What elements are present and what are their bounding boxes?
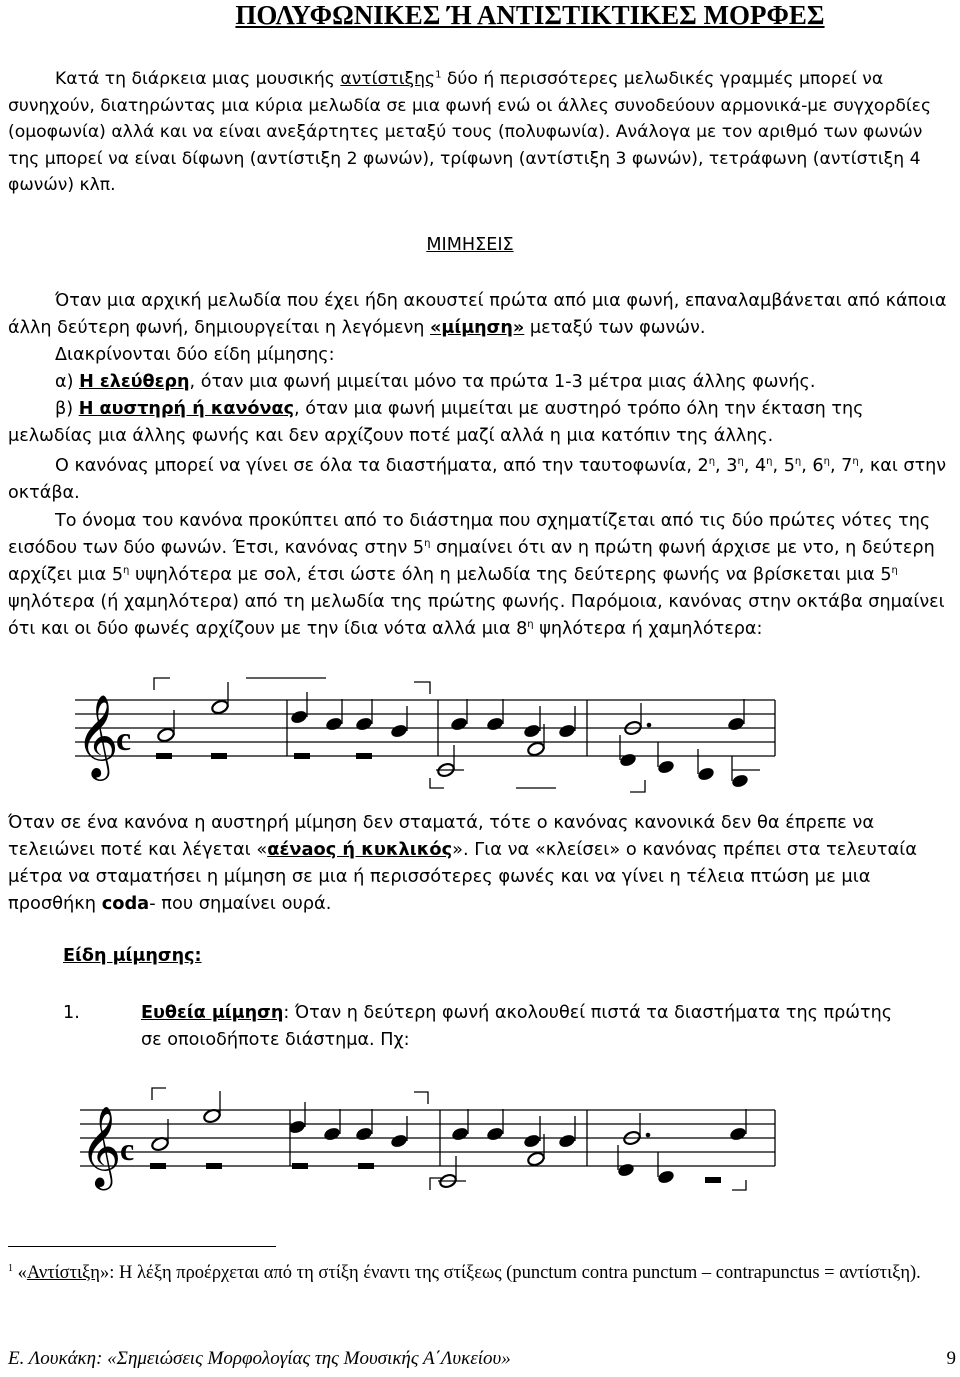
time-signature: c [120, 1131, 135, 1167]
intro-paragraph: Κατά τη διάρκεια μιας μουσικής αντίστιξης$^1$ δύο ή περισσότερες μελωδικές γραμμές μπορεί να συνηχούν, διατηρώντας μια κύρια μελωδία σε μια φωνή ενώ οι άλλες συνοδεύουν αρμονικά-με συγχορδίες (ομοφωνία) αλλά και να είναι ανεξάρτητες μεταξύ τους (πολυφωνία). Ανάλογα με τον αριθμό των φωνών της μπορεί να είναι δίφωνη (αντίστιξη 2 φωνών), τρίφωνη (αντίστιξη 3 φωνών), τετράφωνη (αντίστιξη 4 φωνών) κλπ. [8, 69, 932, 195]
footnote-number: 1 [8, 1262, 13, 1274]
footnote-mark: 1 [435, 69, 442, 81]
time-signature: c [116, 721, 132, 758]
free-imitation-item: α) Η ελεύθερη, όταν μια φωνή μιμείται μόνο τα πρώτα 1-3 μέτρα μιας άλλης φωνής. [55, 372, 816, 392]
direct-imitation-score [60, 1080, 780, 1200]
imitations-heading: ΜΙΜΗΣΕΙΣ [426, 235, 514, 255]
treble-clef-icon: 𝄞 [80, 1105, 122, 1187]
canon-intervals-paragraph: Ο κανόνας μπορεί να γίνει σε όλα τα διαστήματα, από την ταυτοφωνία, $2^\eta$, $3^\eta$, $4^\eta$, $5^\eta$, $6^\eta$, $7^\eta$, και στην οκτάβα. [8, 456, 947, 503]
coda-term: coda [101, 893, 150, 914]
canon-score-example [60, 668, 780, 800]
perpetual-canon-term: αένaος ή κυκλικός [267, 839, 453, 860]
imitation-kinds-intro: Διακρίνονται δύο είδη μίμησης: [55, 345, 335, 365]
page-number: 9 [946, 1348, 956, 1369]
footer-credit: Ε. Λουκάκη: «Σημειώσεις Μορφολογίας της Μουσικής Α΄Λυκείου» [8, 1348, 511, 1369]
canon-name-paragraph: Το όνομα του κανόνα προκύπτει από το διάστημα που σχηματίζεται από τις δύο πρώτες νότες της εισόδου των δύο φωνών. Έτσι, κανόνας στην $5^\eta$ σημαίνει ότι αν η πρώτη φωνή άρχισε με ντο, η δεύτερη αρχίζει μια $5^\eta$ υψηλότερα με σολ, έτσι ώστε όλη η μελωδία της δεύτερης φωνής να βρίσκεται μια $5^\eta$ ψηλότερα (ή χαμηλότερα) από τη μελωδία της πρώτης φωνής. Παρόμοια, κανόνας στην οκτάβα σημαίνει ότι και οι δύο φωνές αρχίζουν με την ίδια νότα αλλά μια $8^\eta$ ψηλότερα ή χαμηλότερα: [8, 511, 945, 639]
counterpoint-term-link[interactable]: αντίστιξης [340, 69, 436, 89]
direct-imitation-term: Ευθεία μίμηση [141, 1003, 284, 1023]
free-imitation-term: Η ελεύθερη [79, 372, 190, 392]
treble-clef-icon: 𝄞 [76, 693, 119, 777]
strict-imitation-term: Η αυστηρή ή κανόνας [78, 399, 295, 419]
footnote-term-link[interactable]: Αντίστιξη [26, 1263, 100, 1283]
list-item: 1. Ευθεία μίμηση: Όταν η δεύτερη φωνή ακολουθεί πιστά τα διαστήματα της πρώτης σε οποιοδήποτε διάστημα. Πχ: [63, 1000, 893, 1054]
footnote-divider [8, 1246, 276, 1247]
page-title: ΠΟΛΥΦΩΝΙΚΕΣ Ή ΑΝΤΙΣΤΙΚΤΙΚΕΣ ΜΟΡΦΕΣ [235, 0, 825, 30]
strict-imitation-item: β) Η αυστηρή ή κανόνας, όταν μια φωνή μιμείται με αυστηρό τρόπο όλη την έκταση της μελωδίας μια άλλης φωνής και δεν αρχίζουν ποτέ μαζί αλλά η μια κατόπιν της άλλης. [8, 399, 864, 446]
list-number: 1. [63, 1003, 80, 1023]
imitation-types-heading: Είδη μίμησης: [63, 946, 202, 966]
imitation-definition: Όταν μια αρχική μελωδία που έχει ήδη ακουστεί πρώτα από μια φωνή, επαναλαμβάνεται από κάποια άλλη δεύτερη φωνή, δημιουργείται η λεγόμενη «μίμηση» μεταξύ των φωνών. [8, 291, 947, 338]
footnote: $^1$ «Αντίστιξη»: Η λέξη προέρχεται από τη στίξη έναντι της στίξεως (punctum contra punctum – contrapunctus = αντίστιξη). [8, 1262, 921, 1283]
imitation-term: «μίμηση» [430, 318, 525, 338]
perpetual-canon-paragraph: Όταν σε ένα κανόνα η αυστηρή μίμηση δεν σταματά, τότε ο κανόνας κανονικά δεν θα έπρεπε να τελειώνει ποτέ και λέγεται «αένaος ή κυκλικός». Για να «κλείσει» ο κανόνας πρέπει στα τελευταία μέτρα να σταματήσει η μίμηση σε μια ή περισσότερες φωνές και να γίνει η τέλεια πτώση με μια προσθήκη coda- που σημαίνει ουρά. [8, 812, 917, 914]
